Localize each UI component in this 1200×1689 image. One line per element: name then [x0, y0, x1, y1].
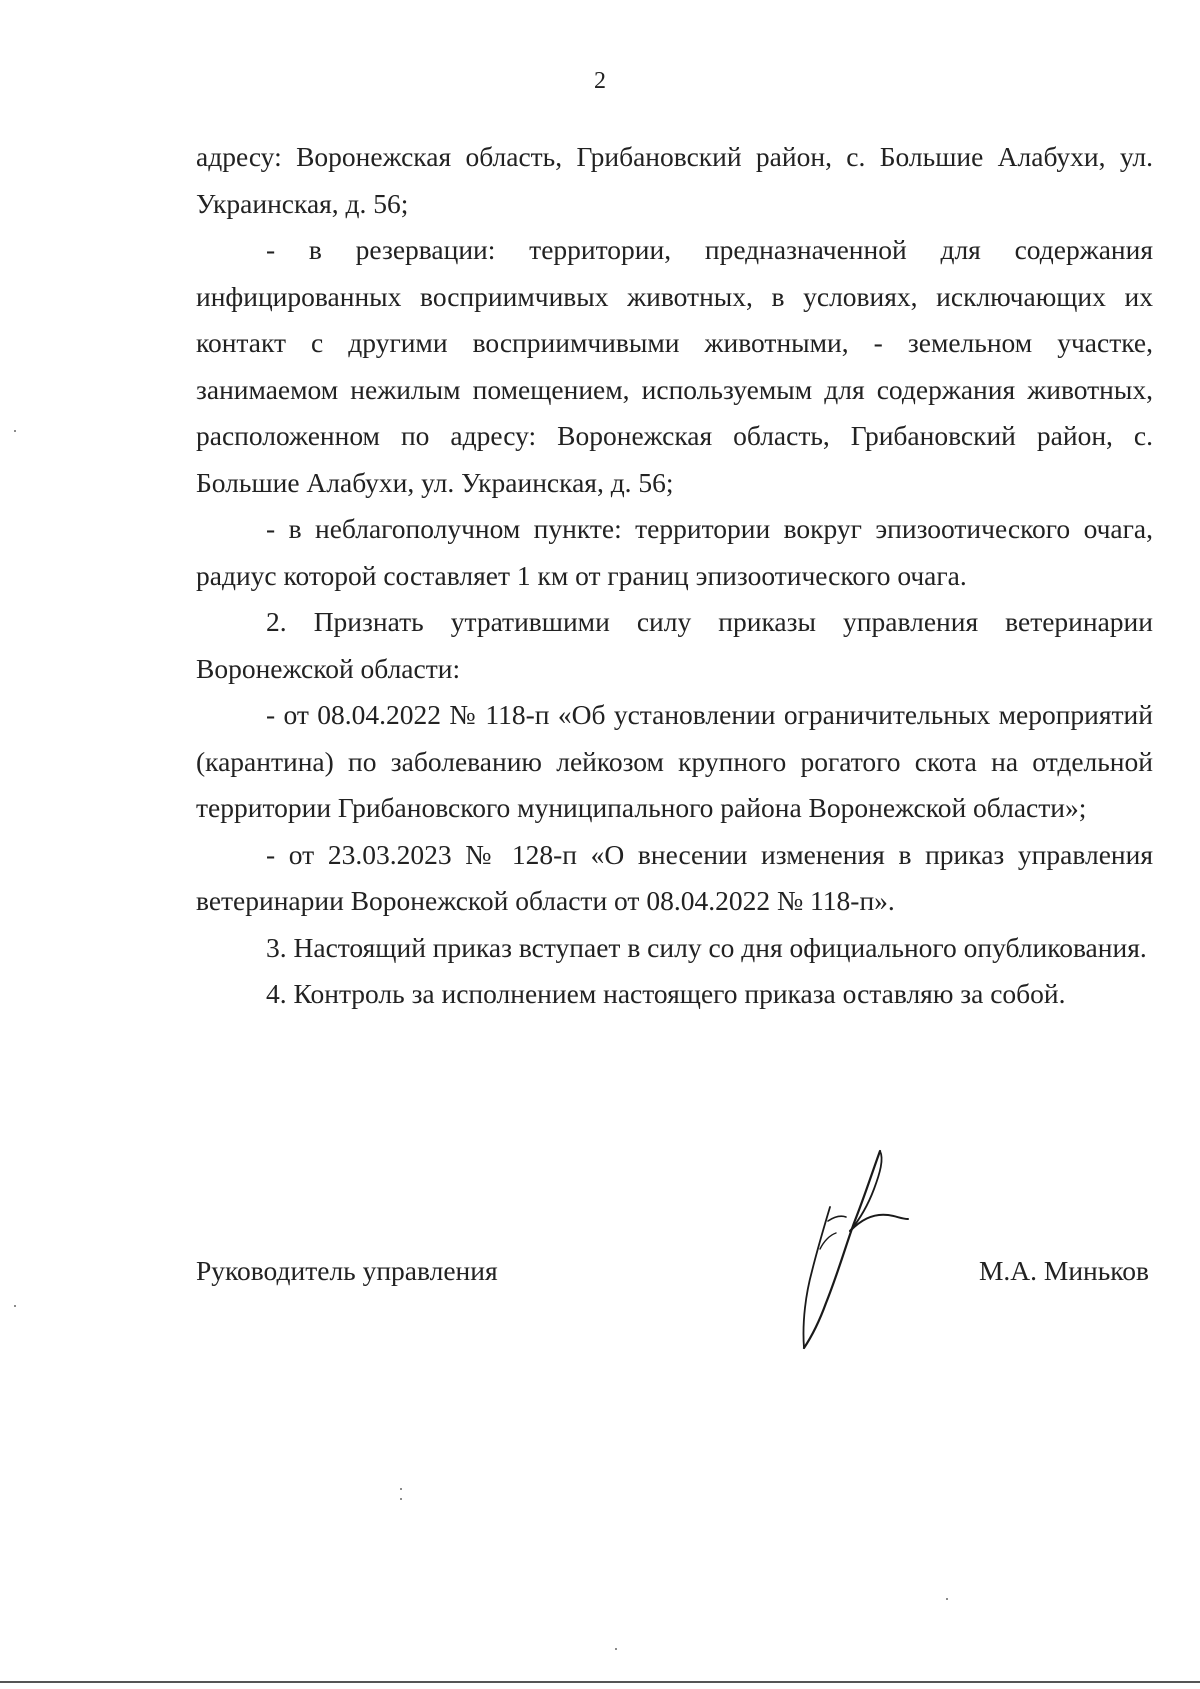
signatory-position: Руководитель управления: [196, 1255, 498, 1286]
paragraph-repealed-order-118: - от 08.04.2022 № 118-п «Об установлении ограничительных мероприятий (карантина) по заболеванию лейкозом крупного рогатого скота на отдельной территории Грибановского муниципального района Воронежской области»;: [196, 699, 1153, 823]
paragraph-item-2: 2. Признать утратившими силу приказы управления ветеринарии Воронежской области:: [196, 606, 1153, 684]
scan-speck: [400, 1498, 402, 1500]
scan-speck: [14, 1305, 16, 1307]
paragraph-address-continuation: адресу: Воронежская область, Грибановский район, с. Большие Алабухи, ул. Украинская, д. 56;: [196, 141, 1153, 219]
paragraph-repealed-order-128: - от 23.03.2023 № 128-п «О внесении изменения в приказ управления ветеринарии Воронежской области от 08.04.2022 № 118-п».: [196, 838, 1153, 916]
signatory-name: М.А. Миньков: [978, 1255, 1149, 1286]
paragraph-item-3: 3. Настоящий приказ вступает в силу со дня официального опубликования.: [266, 931, 1147, 963]
document-body: [196, 134, 1153, 1018]
page-number: 2: [594, 68, 606, 94]
scan-speck: [946, 1598, 948, 1600]
scan-speck: [615, 1648, 617, 1650]
paragraph-reservation: - в резервации: территории, предназначенной для содержания инфицированных восприимчивых животных, в условиях, исключающих их контакт с другими восприимчивыми животными, - земельном участке, занимаемом нежилым помещением, используемым для содержания животных, расположенном по адресу: Воронежская область, Грибановский район, с. Большие Алабухи, ул. Украинская, д. 56;: [196, 234, 1153, 498]
scan-speck: [14, 430, 16, 432]
scan-bottom-edge: [0, 1681, 1200, 1683]
paragraph-unfavorable-point: - в неблагополучном пункте: территории вокруг эпизоотического очага, радиус которой составляет 1 км от границ эпизоотического очага.: [196, 513, 1153, 591]
scan-speck: [400, 1488, 402, 1490]
paragraph-item-4: 4. Контроль за исполнением настоящего приказа оставляю за собой.: [266, 978, 1066, 1009]
handwritten-signature: [780, 1143, 920, 1353]
